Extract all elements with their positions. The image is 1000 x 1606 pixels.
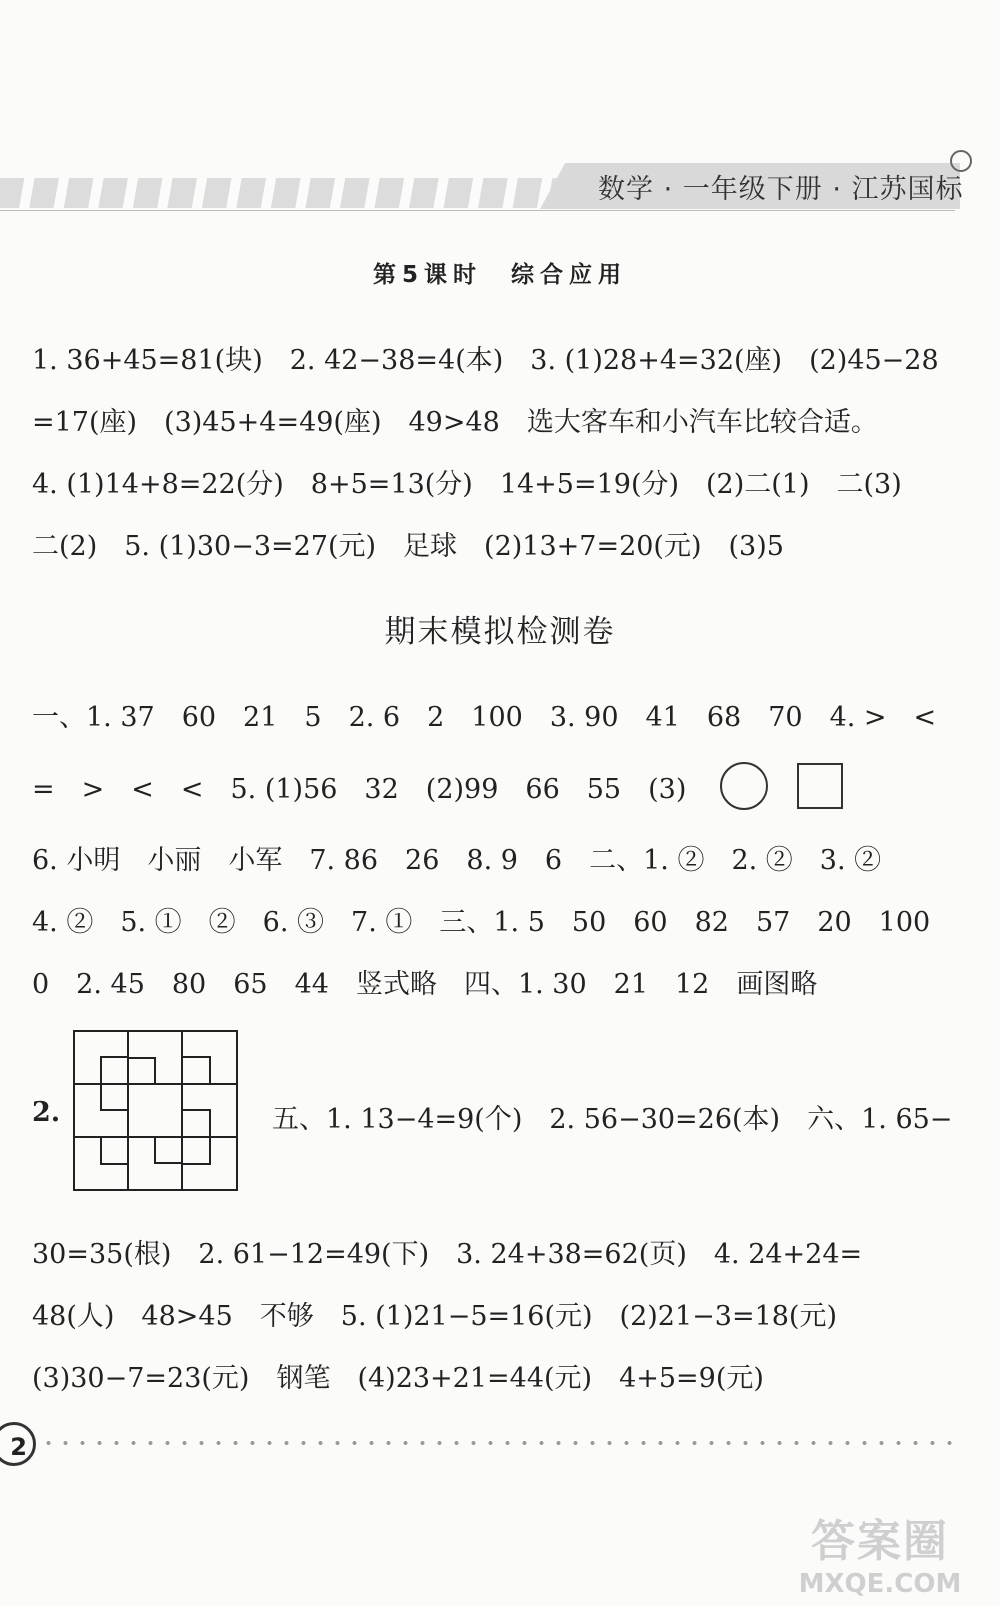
lesson-line: 1. 36+45=81(块) 2. 42−38=4(本) 3. (1)28+4=32(座) (2)45−28 [32, 345, 939, 376]
exam-line: 48(人) 48>45 不够 5. (1)21−5=16(元) (2)21−3=18(元) [32, 1301, 838, 1332]
exam-line: 6. 小明 小丽 小军 7. 86 26 8. 9 6 二、1. ② 2. ② 3. ② [32, 845, 882, 876]
exam-line: 30=35(根) 2. 61−12=49(下) 3. 24+38=62(页) 4. 24+24= [32, 1239, 863, 1270]
exam-line: 0 2. 45 80 65 44 竖式略 四、1. 30 21 12 画图略 [32, 969, 818, 1000]
lesson-line: =17(座) (3)45+4=49(座) 49>48 选大客车和小汽车比较合适。 [32, 407, 878, 438]
grid-drawing [73, 1030, 239, 1192]
lesson-line: 二(2) 5. (1)30−3=27(元) 足球 (2)13+7=20(元) (3)5 [32, 531, 784, 562]
exam-line: 4. ② 5. ① ② 6. ③ 7. ① 三、1. 5 50 60 82 57 20 100 [32, 907, 931, 938]
circle-shape [720, 762, 768, 810]
watermark-text: 答案圈 [811, 1516, 949, 1567]
watermark-url: MXQE.COM [798, 1569, 962, 1599]
watermark [790, 1505, 970, 1605]
exam-line: 五、1. 13−4=9(个) 2. 56−30=26(本) 六、1. 65− [272, 1104, 953, 1135]
page-number: 2 [0, 1422, 36, 1466]
exam-line: 一、1. 37 60 21 5 2. 6 2 100 3. 90 41 68 70 4. > < [32, 702, 937, 733]
header-divider [0, 210, 955, 211]
lesson-line: 4. (1)14+8=22(分) 8+5=13(分) 14+5=19(分) (2)二(1) 二(3) [32, 469, 902, 500]
exam-title: 期末模拟检测卷 [384, 614, 616, 650]
footer-dots [40, 1432, 955, 1454]
header-decoration [0, 178, 560, 208]
exam-line: (3)30−7=23(元) 钢笔 (4)23+21=44(元) 4+5=9(元) [32, 1363, 764, 1394]
square-shape [797, 763, 843, 809]
lesson-title: 第5课时 综合应用 [372, 262, 627, 288]
exam-line: = > < < 5. (1)56 32 (2)99 66 55 (3) [32, 774, 687, 805]
exam-q2-label: 2. [32, 1097, 61, 1128]
book-title: 数学 · 一年级下册 · 江苏国标 [598, 174, 964, 205]
